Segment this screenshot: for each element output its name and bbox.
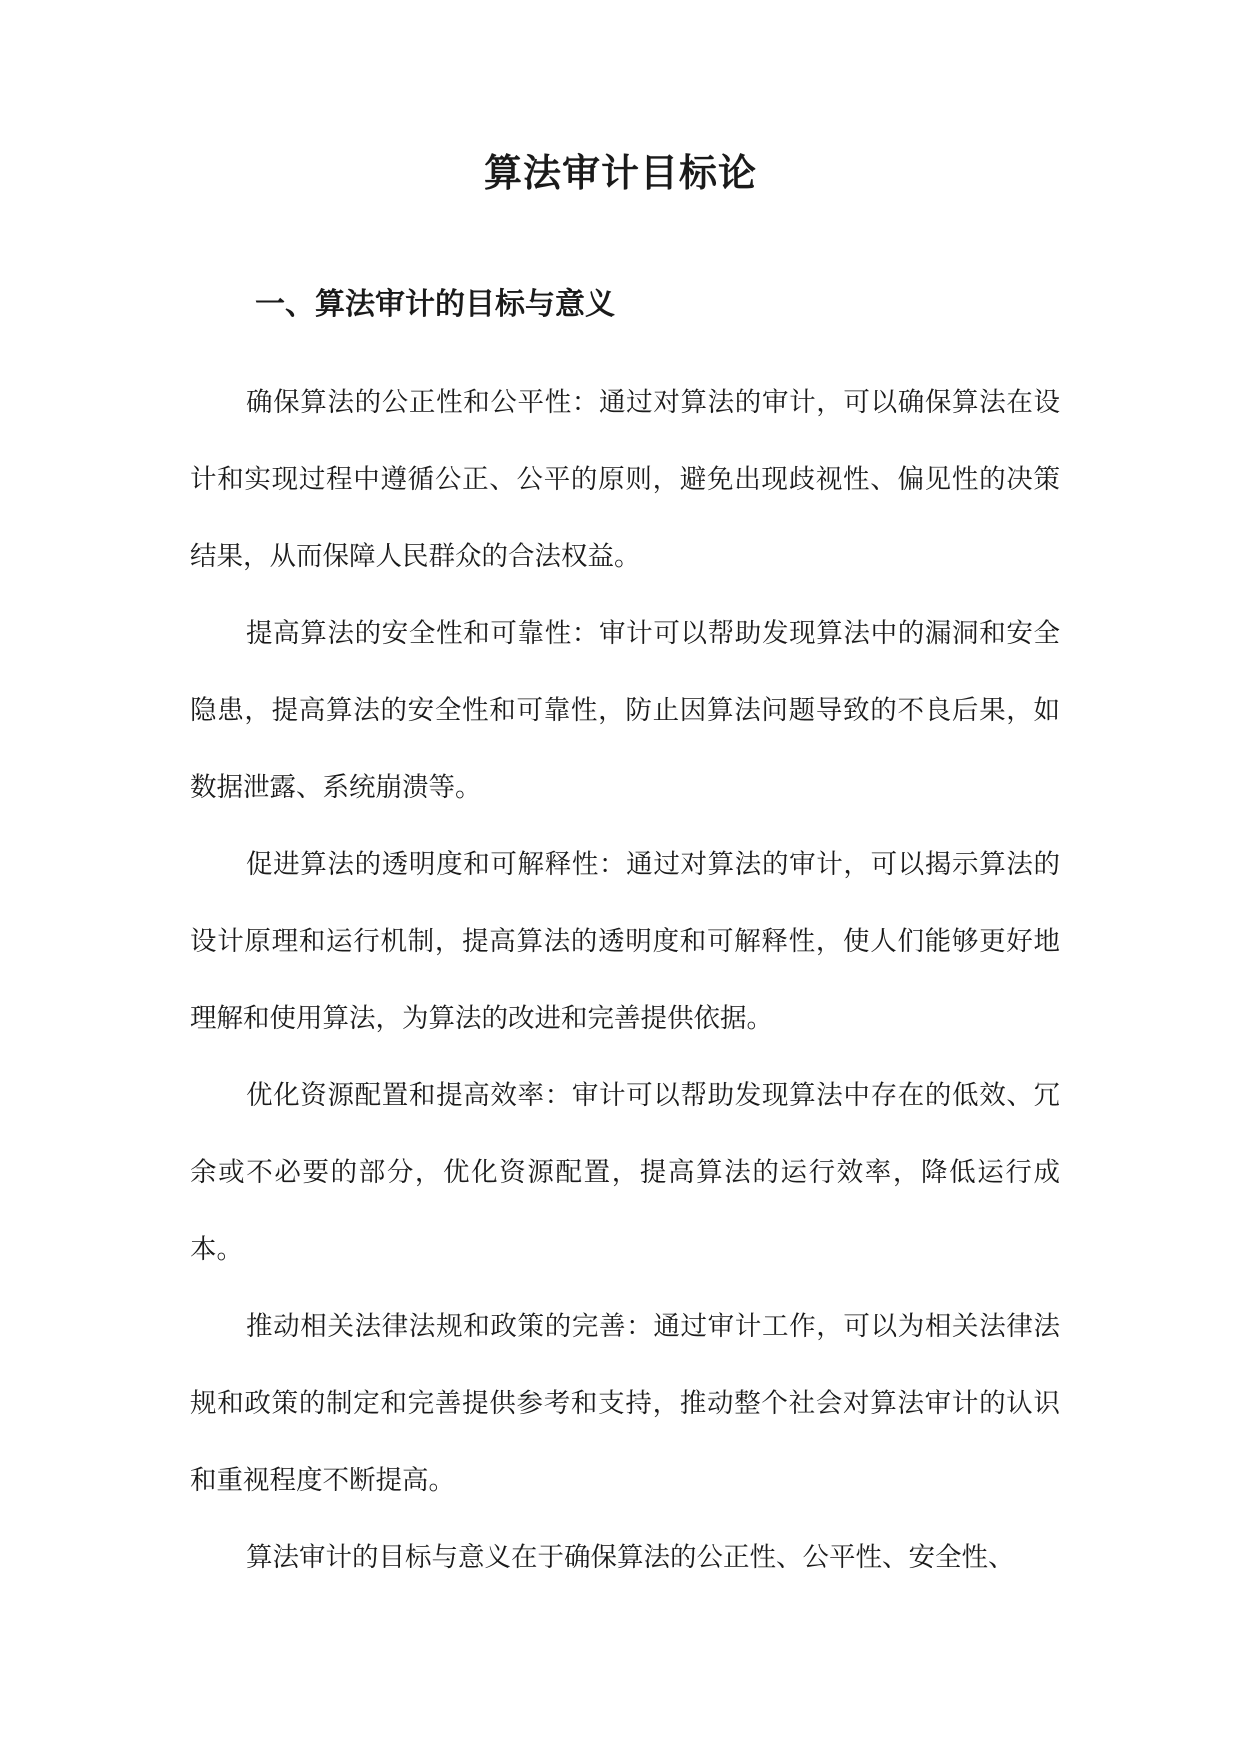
section-heading: 一、算法审计的目标与意义 — [255, 287, 615, 322]
document-body — [190, 364, 1060, 1596]
paragraph-efficiency: 优化资源配置和提高效率：审计可以帮助发现算法中存在的低效、冗余或不必要的部分，优化资源配置，提高算法的运行效率，降低运行成本。 — [190, 1080, 1060, 1265]
document-title: 算法审计目标论 — [483, 151, 757, 195]
paragraph-security: 提高算法的安全性和可靠性：审计可以帮助发现算法中的漏洞和安全隐患，提高算法的安全性和可靠性，防止因算法问题导致的不良后果，如数据泄露、系统崩溃等。 — [190, 618, 1060, 803]
paragraph-legislation: 推动相关法律法规和政策的完善：通过审计工作，可以为相关法律法规和政策的制定和完善提供参考和支持，推动整个社会对算法审计的认识和重视程度不断提高。 — [190, 1311, 1060, 1496]
paragraph-summary: 算法审计的目标与意义在于确保算法的公正性、公平性、安全性、 — [246, 1542, 1015, 1573]
paragraph-transparency: 促进算法的透明度和可解释性：通过对算法的审计，可以揭示算法的设计原理和运行机制，提高算法的透明度和可解释性，使人们能够更好地理解和使用算法，为算法的改进和完善提供依据。 — [190, 849, 1060, 1034]
paragraph-fairness: 确保算法的公正性和公平性：通过对算法的审计，可以确保算法在设计和实现过程中遵循公正、公平的原则，避免出现歧视性、偏见性的决策结果，从而保障人民群众的合法权益。 — [190, 387, 1060, 572]
